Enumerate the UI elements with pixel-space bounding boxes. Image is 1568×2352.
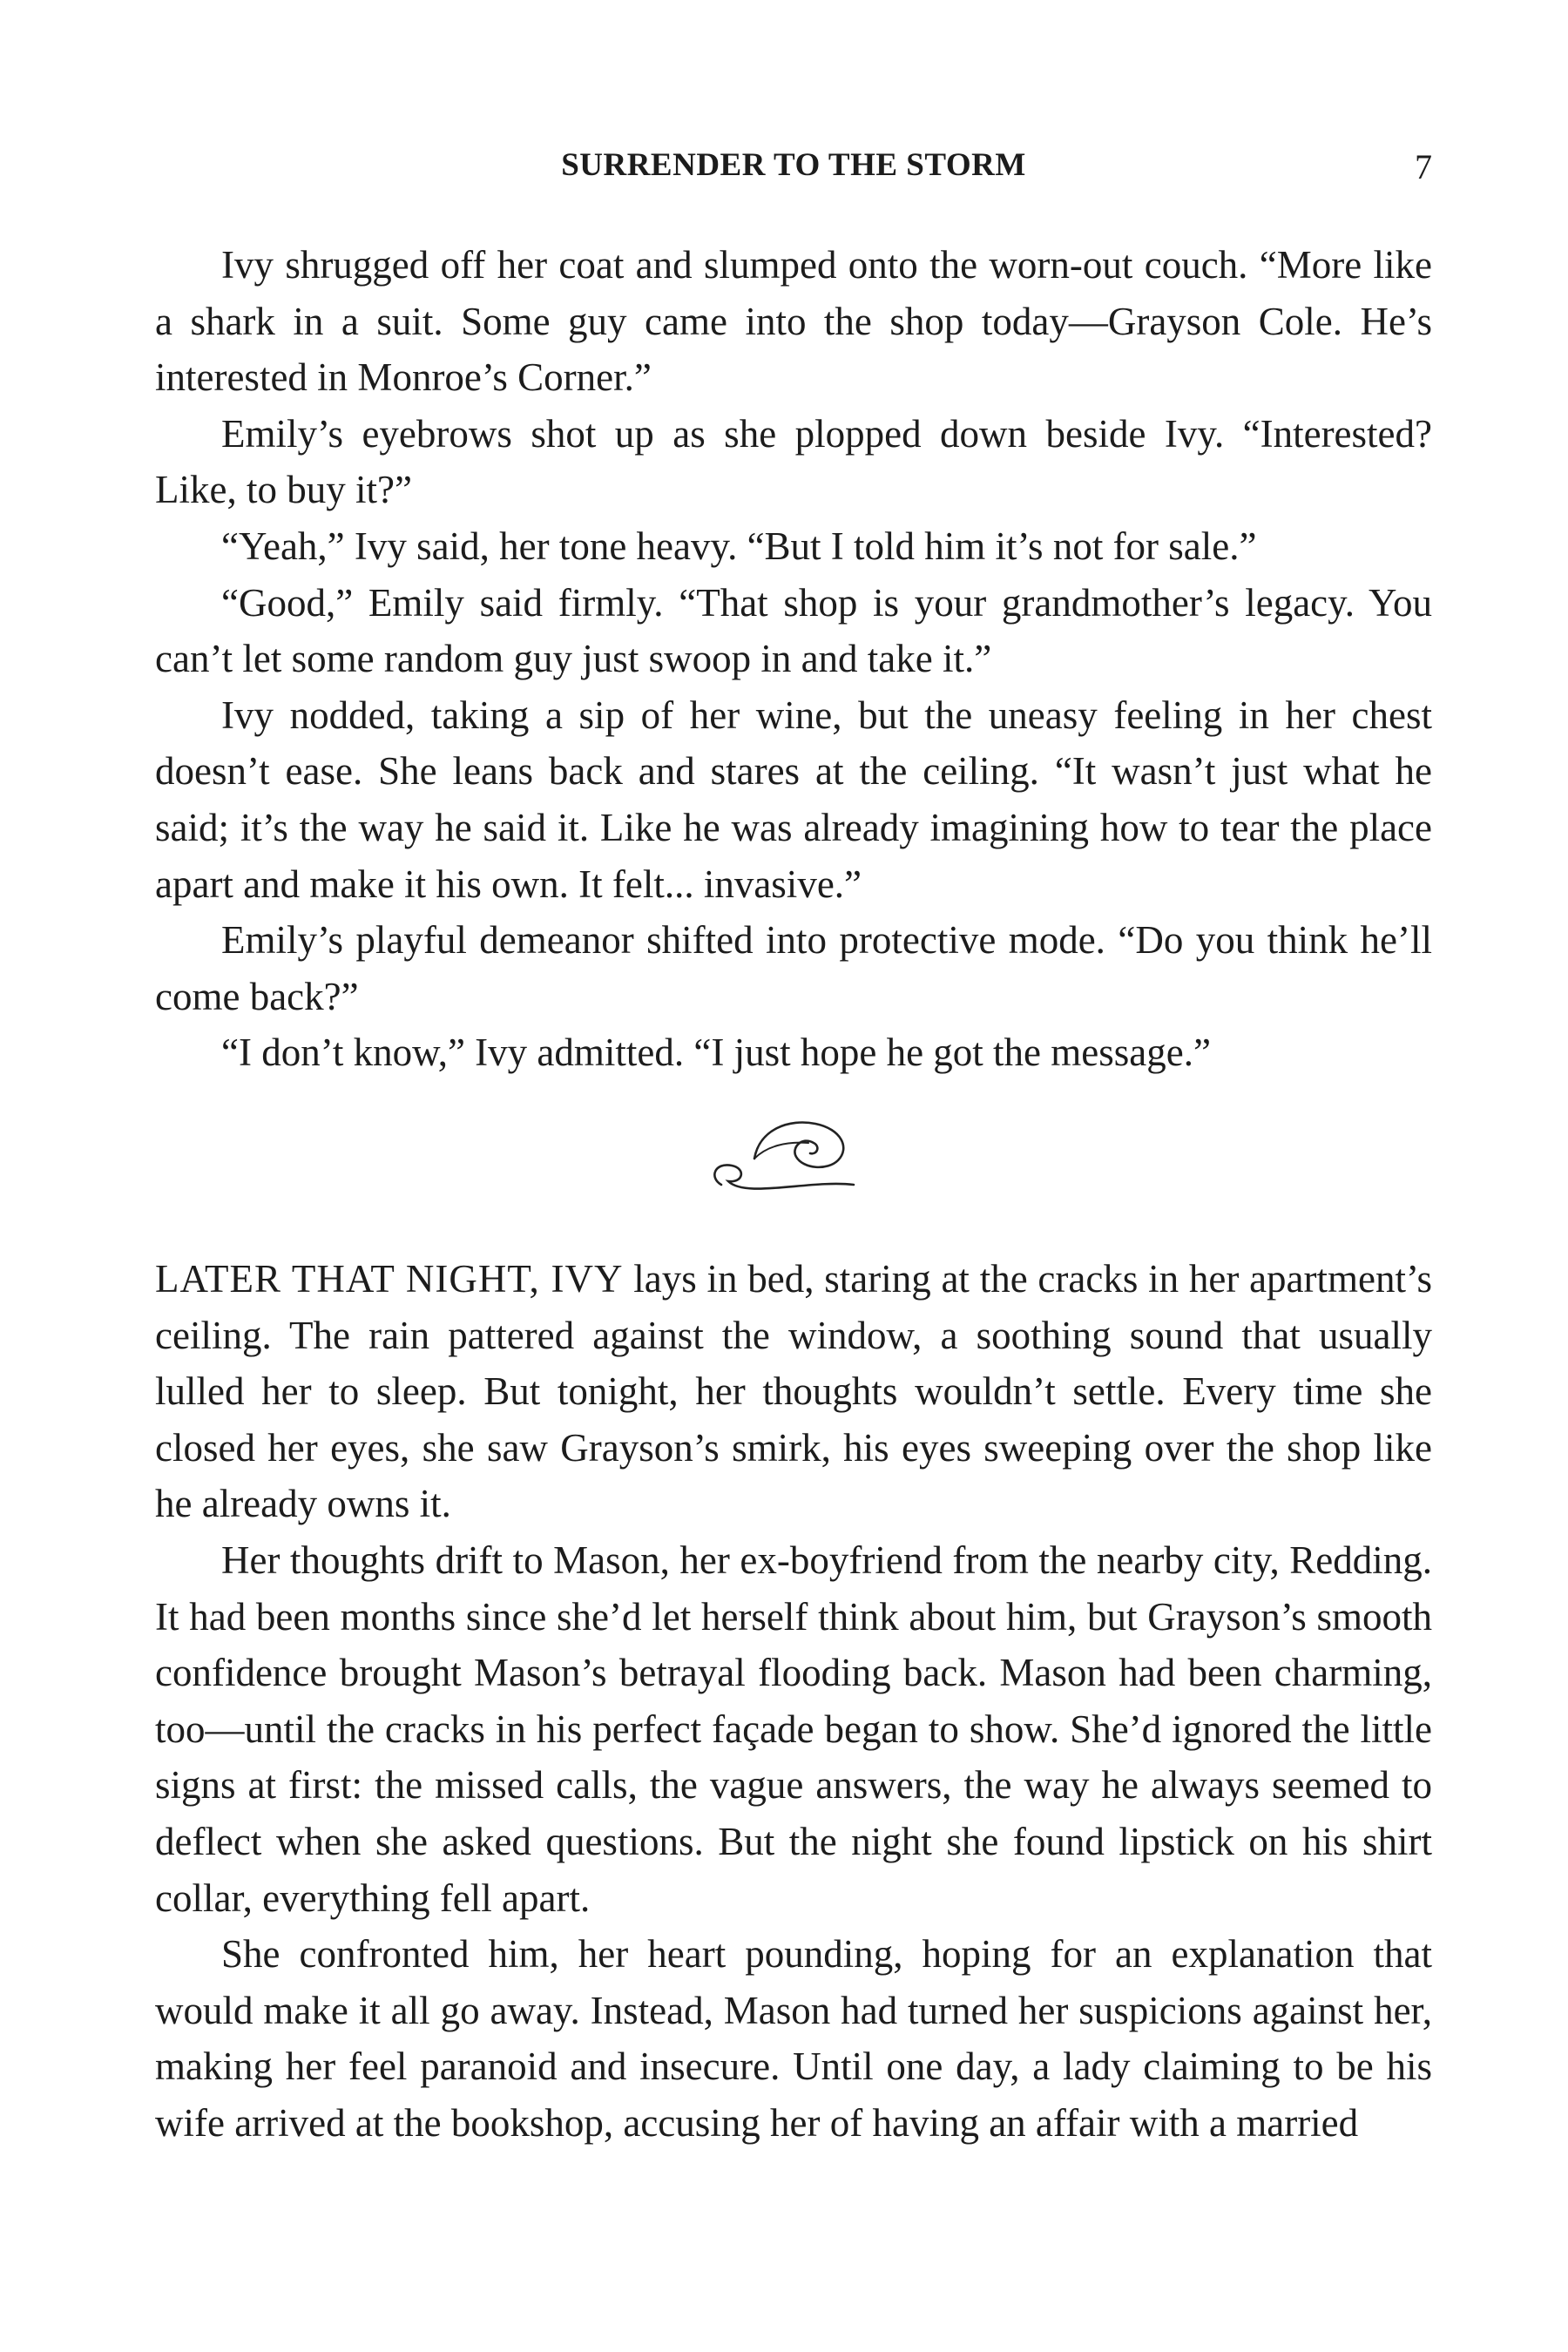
paragraph: She confronted him, her heart pounding, hoping for an explanation that would make it all go away. Instead, Mason had turned her suspicions against her, making her feel paranoid and insecure. Until one day, a lady claiming to be his wife arrived at the bookshop, accusing her of having an affair with a married (155, 1932, 1432, 2145)
section-break (0, 1105, 1568, 1209)
running-head (155, 146, 1432, 199)
book-title: SURRENDER TO THE STORM (561, 147, 1026, 183)
paragraph: Emily’s eyebrows shot up as she plopped down beside Ivy. “Interested? Like, to buy it?” (155, 411, 1432, 512)
paragraph: Ivy nodded, taking a sip of her wine, but the uneasy feeling in her chest doesn’t ease. She leans back and stares at the ceiling. “It wasn’t just what he said; it’s the way he said it. Like he was already imagining how to tear the place apart and make it his own. It felt... invasive.” (155, 693, 1432, 906)
paragraph: Emily’s playful demeanor shifted into protective mode. “Do you think he’ll come back?” (155, 918, 1432, 1018)
body-text-after-break (155, 1251, 1432, 2152)
body-text-before-break (155, 237, 1432, 1081)
lead-in-text: LATER THAT NIGHT, IVY (155, 1257, 624, 1301)
paragraph: “I don’t know,” Ivy admitted. “I just hope he got the message.” (221, 1031, 1211, 1075)
flourish-ornament-icon (706, 1105, 871, 1209)
opening-text: lays in bed, staring at the cracks in her apartment’s ceiling. The rain pattered against the window, a soothing sound that usually lulled her to sleep. But tonight, her thoughts wouldn’t settle. Every time she closed her eyes, she saw Grayson’s smirk, his eyes sweeping over the shop like he already owns it. (155, 1257, 1433, 1526)
section-opening-paragraph (155, 1251, 1432, 1532)
paragraph: “Good,” Emily said firmly. “That shop is your grandmother’s legacy. You can’t let some random guy just swoop in and take it.” (155, 580, 1432, 681)
page-number: 7 (1415, 147, 1432, 186)
paragraph: “Yeah,” Ivy said, her tone heavy. “But I told him it’s not for sale.” (221, 524, 1257, 568)
paragraph: Her thoughts drift to Mason, her ex-boyfriend from the nearby city, Redding. It had been months since she’d let herself think about him, but Grayson’s smooth confidence brought Mason’s betrayal flooding back. Mason had been charming, too—until the cracks in his perfect façade began to show. She’d ignored the little signs at first: the missed calls, the vague answers, the way he always seemed to deflect when she asked questions. But the night she found lipstick on his shirt collar, everything fell apart. (155, 1538, 1432, 1920)
paragraph: Ivy shrugged off her coat and slumped onto the worn-out couch. “More like a shark in a suit. Some guy came into the shop today—Grayson Cole. He’s interested in Monroe’s Corner.” (155, 243, 1432, 400)
